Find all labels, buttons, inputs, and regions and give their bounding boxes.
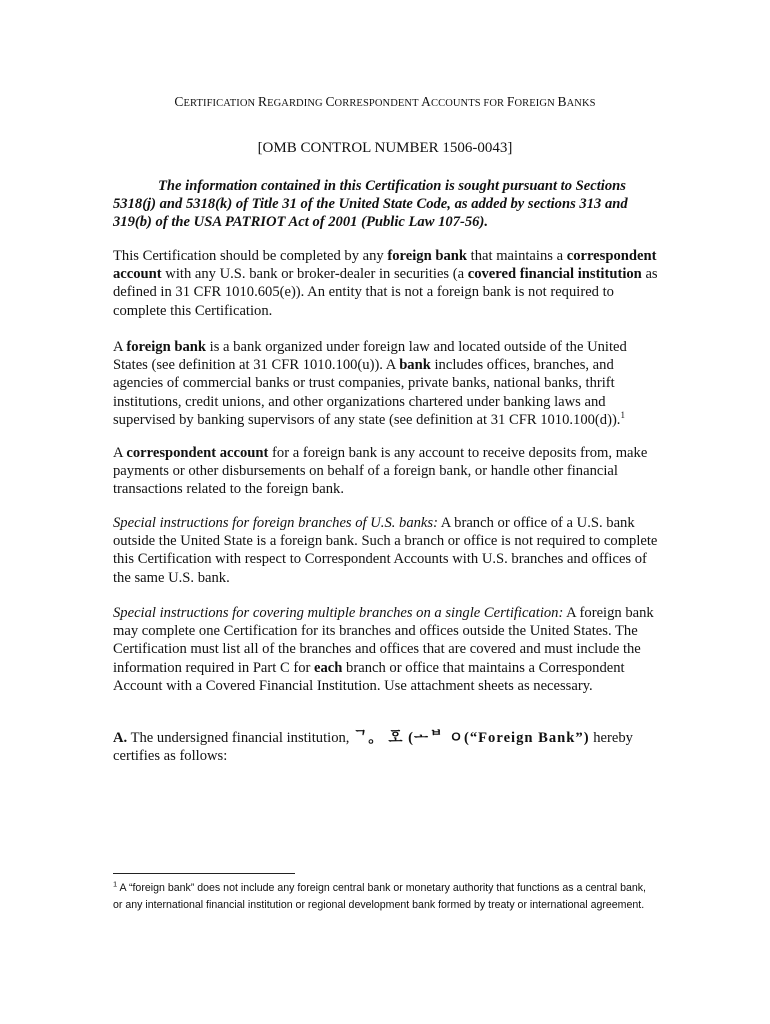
institution-name-field[interactable]: ᄀ。 ᅙᅩ (ᅩᄇ ㅇ(“Foreign Bank”): [353, 730, 590, 746]
intro-paragraph: The information contained in this Certification is sought pursuant to Sections 5318(j) and 5318(k) of Title 31 of the United State Code, as added by sections 313 and 319(b) of the USA PATRIOT Act of 2001 (Public Law 107-56).: [113, 178, 628, 231]
omb-control-number: [OMB CONTROL NUMBER 1506-0043]: [257, 140, 513, 156]
paragraph-applicability: This Certification should be completed by any foreign bank that maintains a correspondent account with any U.S. bank or broker-dealer in securities (a covered financial institution as defined in 31 CFR 1010.605(e)). An entity that is not a foreign bank is not required to complete this Certification.: [113, 248, 658, 319]
paragraph-multiple-branches-instructions: Special instructions for covering multiple branches on a single Certification: A foreign bank may complete one Certification for its branches and offices outside the United States. The Certification must list all of the branches and offices that are covered and must include the information required in Part C for each branch or office that maintains a Correspondent Account with a Covered Financial Institution. Use attachment sheets as necessary.: [113, 605, 654, 694]
paragraph-foreign-branches-instructions: Special instructions for foreign branches of U.S. banks: A branch or office of a U.S. bank outside the United State is a foreign bank. Such a branch or office is not required to complete this Certification with respect to Correspondent Accounts with U.S. branches and offices of the same U.S. bank.: [113, 515, 658, 586]
paragraph-foreign-bank-definition: A foreign bank is a bank organized under foreign law and located outside of the United States (see definition at 31 CFR 1010.100(u)). A bank includes offices, branches, and agencies of commercial banks or trust companies, private banks, national banks, thrift institutions, credit unions, and other organizations chartered under banking laws and supervised by banking supervisors of any state (see definition at 31 CFR 1010.100(d)).$^1$: [113, 339, 627, 428]
document-title: CERTIFICATION REGARDING CORRESPONDENT ACCOUNTS FOR FOREIGN BANKS: [174, 94, 596, 109]
paragraph-correspondent-account-definition: A correspondent account for a foreign bank is any account to receive deposits from, make payments or other disbursements on behalf of a foreign bank, or handle other financial transactions related to the foreign bank.: [113, 445, 648, 498]
footnote-divider: [113, 873, 295, 874]
footnote-reference: 1: [620, 409, 625, 420]
part-a-certification: A. The undersigned financial institution, ᄀ。 ᅙᅩ (ᅩᄇ ㅇ(“Foreign Bank”) hereby certifies as follows:: [113, 730, 633, 765]
footnote: $^1$ A “foreign bank” does not include any foreign central bank or monetary authority that functions as a central bank, or any international financial institution or regional development bank formed by treaty or international agreement.: [113, 879, 646, 911]
